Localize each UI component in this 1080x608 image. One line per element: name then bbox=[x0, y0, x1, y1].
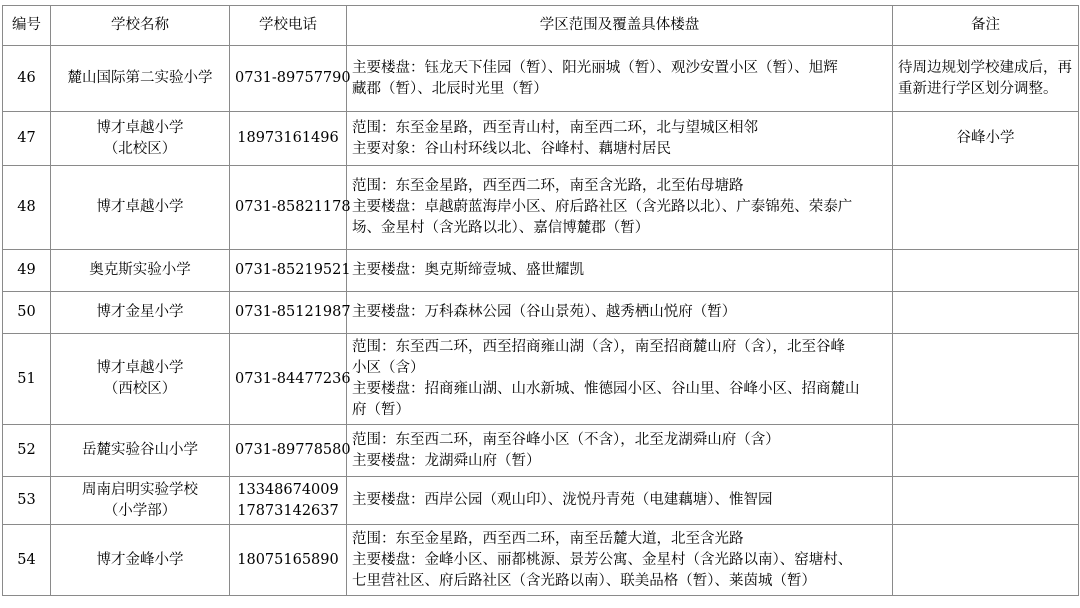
row-number: 49 bbox=[3, 250, 51, 292]
scope-line: 府（暂） bbox=[352, 402, 410, 418]
school-phone bbox=[230, 250, 351, 292]
school-name bbox=[51, 425, 230, 477]
table-row bbox=[3, 334, 1079, 425]
note-cell bbox=[893, 112, 1079, 166]
row-number: 48 bbox=[3, 166, 51, 250]
phone-line: 18973161496 bbox=[237, 130, 339, 146]
header-note: 备注 bbox=[893, 6, 1079, 46]
note-cell bbox=[893, 166, 1079, 250]
note-text: 待周边规划学校建成后，再重新进行学区划分调整。 bbox=[898, 59, 1072, 97]
scope-line: 主要楼盘：招商雍山湖、山水新城、惟德园小区、谷山里、谷峰小区、招商麓山 bbox=[352, 381, 860, 397]
district-scope bbox=[347, 477, 893, 525]
scope-line: 主要楼盘：龙湖舜山府（暂） bbox=[352, 452, 541, 469]
header-school-phone: 学校电话 bbox=[230, 6, 347, 46]
table-row bbox=[3, 525, 1079, 596]
scope-line: 小区（含） bbox=[352, 360, 425, 376]
district-scope bbox=[347, 46, 893, 112]
school-name-line: 博才卓越小学 bbox=[96, 360, 184, 376]
school-name-line: 周南启明实验学校 bbox=[82, 481, 198, 498]
scope-line: 藏郡（暂）、北辰时光里（暂） bbox=[352, 80, 548, 97]
scope-line: 七里营社区、府后路社区（含光路以南）、联美品格（暂）、莱茵城（暂） bbox=[352, 572, 816, 589]
phone-line: 0731-89757790 bbox=[235, 70, 351, 86]
scope-line: 主要对象：谷山村环线以北、谷峰村、藕塘村居民 bbox=[352, 140, 671, 157]
scope-line: 主要楼盘：金峰小区、丽都桃源、景芳公寓、金星村（含光路以南）、窑塘村、 bbox=[352, 551, 853, 568]
school-phone bbox=[230, 112, 347, 166]
school-name-line: （西校区） bbox=[103, 381, 177, 397]
school-district-table bbox=[2, 5, 1079, 596]
row-number: 51 bbox=[3, 334, 51, 425]
table-row bbox=[3, 292, 1079, 334]
table-row bbox=[3, 250, 1079, 292]
school-name-line: （北校区） bbox=[103, 140, 177, 157]
scope-line: 场、金星村（含光路以北）、嘉信博麓郡（暂） bbox=[352, 220, 650, 236]
table-row bbox=[3, 112, 1079, 166]
school-name bbox=[51, 112, 230, 166]
school-name bbox=[51, 46, 230, 112]
school-phone bbox=[230, 425, 351, 477]
district-scope bbox=[347, 112, 893, 166]
row-number: 54 bbox=[3, 525, 51, 596]
school-name-line: 岳麓实验谷山小学 bbox=[82, 442, 198, 458]
phone-line: 0731-89778580 bbox=[235, 442, 351, 458]
school-name-line: 博才卓越小学 bbox=[96, 199, 184, 215]
school-phone bbox=[230, 166, 351, 250]
school-name-line: 博才金峰小学 bbox=[96, 551, 184, 568]
scope-line: 主要楼盘：万科森林公园（谷山景苑）、越秀栖山悦府（暂） bbox=[352, 304, 737, 320]
row-number: 47 bbox=[3, 112, 51, 166]
scope-line: 主要楼盘：奥克斯缔壹城、盛世耀凯 bbox=[352, 262, 584, 278]
school-name-line: 博才金星小学 bbox=[96, 304, 184, 320]
scope-line: 范围：东至金星路，西至西二环，南至岳麓大道，北至含光路 bbox=[352, 530, 744, 547]
scope-line: 主要楼盘：西岸公园（观山印）、泷悦丹青苑（电建藕塘）、惟智园 bbox=[352, 492, 773, 508]
school-name-line: 麓山国际第二实验小学 bbox=[67, 70, 213, 86]
school-name bbox=[51, 250, 230, 292]
header-school-name: 学校名称 bbox=[51, 6, 230, 46]
row-number: 46 bbox=[3, 46, 51, 112]
scope-line: 主要楼盘：卓越蔚蓝海岸小区、府后路社区（含光路以北）、广泰锦苑、荣泰广 bbox=[352, 199, 853, 215]
school-phone bbox=[230, 46, 351, 112]
school-name-line: 奥克斯实验小学 bbox=[89, 262, 191, 278]
school-name bbox=[51, 525, 230, 596]
district-scope bbox=[347, 292, 893, 334]
note-cell bbox=[893, 425, 1079, 477]
school-name bbox=[51, 477, 230, 525]
scope-line: 主要楼盘：钰龙天下佳园（暂）、阳光丽城（暂）、观沙安置小区（暂）、旭辉 bbox=[352, 59, 838, 76]
scope-line: 范围：东至西二环，西至招商雍山湖（含），南至招商麓山府（含），北至谷峰 bbox=[352, 339, 845, 355]
school-phone bbox=[230, 525, 347, 596]
scope-line: 范围：东至金星路，西至西二环，南至含光路，北至佑母塘路 bbox=[352, 178, 744, 194]
district-scope bbox=[347, 250, 893, 292]
school-phone bbox=[230, 477, 347, 525]
scope-line: 范围：东至西二环，南至谷峰小区（不含），北至龙湖舜山府（含） bbox=[352, 431, 780, 448]
row-number: 50 bbox=[3, 292, 51, 334]
school-name bbox=[51, 334, 230, 425]
phone-line: 13348674009 bbox=[237, 481, 339, 498]
note-text: 谷峰小学 bbox=[956, 130, 1015, 146]
school-phone bbox=[230, 292, 351, 334]
table-row bbox=[3, 477, 1079, 525]
table-row bbox=[3, 46, 1079, 112]
note-cell bbox=[893, 250, 1079, 292]
phone-line: 18075165890 bbox=[237, 551, 339, 568]
header-district-scope: 学区范围及覆盖具体楼盘 bbox=[347, 6, 893, 46]
school-name bbox=[51, 166, 230, 250]
district-scope bbox=[347, 166, 893, 250]
school-name-line: 博才卓越小学 bbox=[96, 119, 184, 136]
header-no: 编号 bbox=[3, 6, 51, 46]
school-name-line: （小学部） bbox=[103, 502, 177, 519]
school-name bbox=[51, 292, 230, 334]
phone-line: 0731-85121987 bbox=[235, 304, 351, 320]
phone-line: 0731-84477236 bbox=[235, 370, 351, 387]
table-row bbox=[3, 166, 1079, 250]
row-number: 52 bbox=[3, 425, 51, 477]
district-scope bbox=[347, 334, 893, 425]
note-cell bbox=[893, 292, 1079, 334]
row-number: 53 bbox=[3, 477, 51, 525]
header-row bbox=[3, 6, 1079, 46]
note-cell bbox=[893, 525, 1079, 596]
note-cell bbox=[893, 334, 1079, 425]
school-phone bbox=[230, 334, 351, 425]
scope-line: 范围：东至金星路，西至青山村，南至西二环，北与望城区相邻 bbox=[352, 119, 758, 136]
phone-line: 0731-85821178 bbox=[235, 199, 351, 215]
table-row bbox=[3, 425, 1079, 477]
phone-line: 0731-85219521 bbox=[235, 262, 351, 278]
district-scope bbox=[347, 425, 893, 477]
district-scope bbox=[347, 525, 893, 596]
note-cell bbox=[893, 477, 1079, 525]
note-cell bbox=[893, 46, 1079, 112]
phone-line: 17873142637 bbox=[237, 502, 339, 519]
